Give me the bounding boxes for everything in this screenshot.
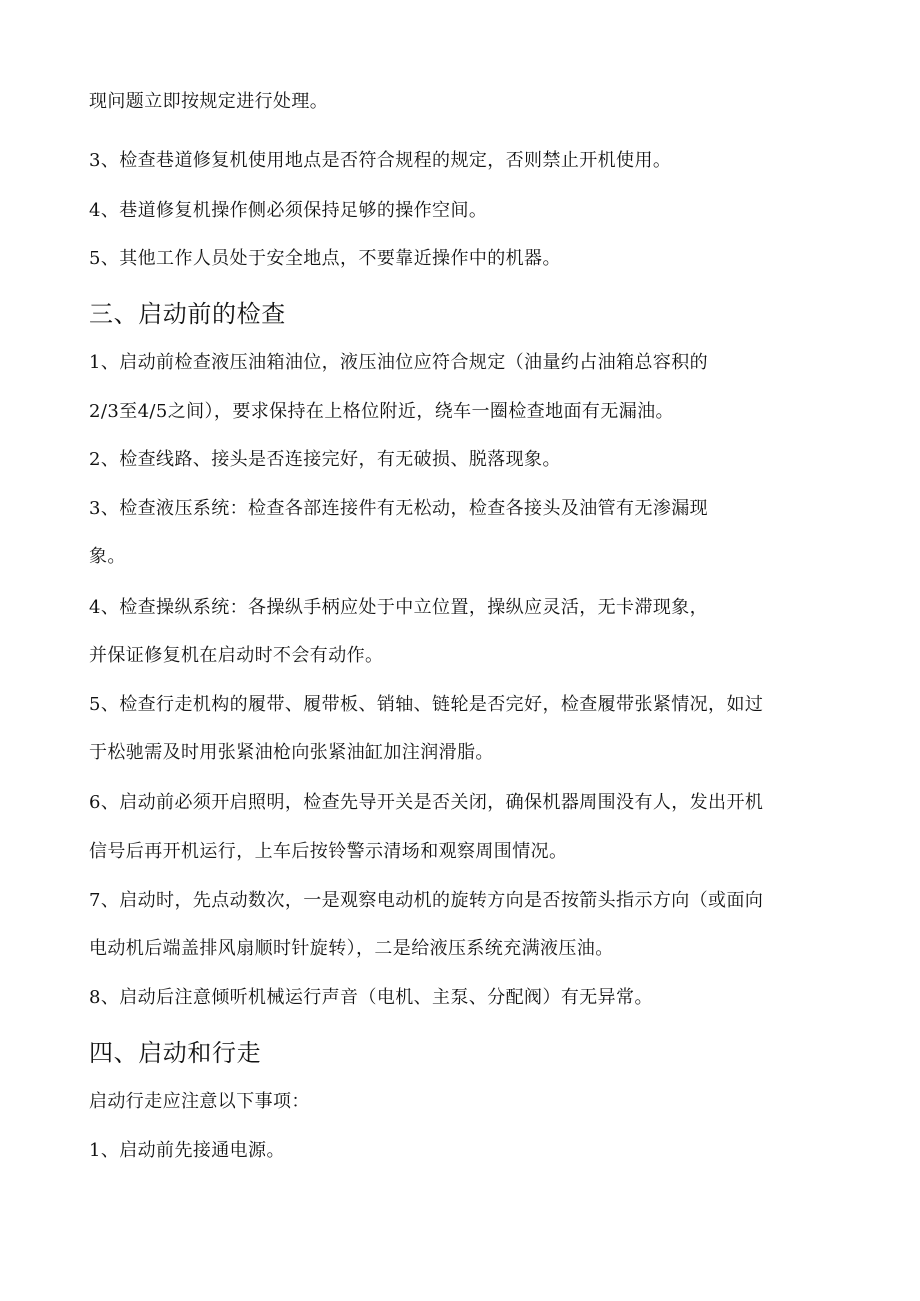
section-heading: 三、启动前的检查	[89, 300, 286, 328]
paragraph-line: 现问题立即按规定进行处理。	[89, 91, 329, 112]
paragraph-line: 象。	[89, 546, 126, 567]
paragraph-line: 2/3至4/5之间），要求保持在上格位附近，绕车一圈检查地面有无漏油。	[89, 401, 674, 422]
paragraph-line: 3、检查巷道修复机使用地点是否符合规程的规定，否则禁止开机使用。	[89, 150, 672, 171]
paragraph-line: 3、检查液压系统：检查各部连接件有无松动，检查各接头及油管有无渗漏现	[89, 498, 709, 519]
paragraph-line: 并保证修复机在启动时不会有动作。	[89, 645, 384, 666]
paragraph-line: 6、启动前必须开启照明，检查先导开关是否关闭，确保机器周围没有人，发出开机	[89, 792, 764, 813]
paragraph-line: 启动行走应注意以下事项：	[89, 1091, 310, 1112]
paragraph-line: 8、启动后注意倾听机械运行声音（电机、主泵、分配阀）有无异常。	[89, 987, 653, 1008]
paragraph-line: 2、检查线路、接头是否连接完好，有无破损、脱落现象。	[89, 449, 561, 470]
paragraph-line: 5、检查行走机构的履带、履带板、销轴、链轮是否完好，检查履带张紧情况，如过	[89, 694, 764, 715]
paragraph-line: 1、启动前先接通电源。	[89, 1140, 285, 1161]
paragraph-line: 4、检查操纵系统：各操纵手柄应处于中立位置，操纵应灵活，无卡滞现象，	[89, 597, 709, 618]
paragraph-line: 电动机后端盖排风扇顺时针旋转），二是给液压系统充满液压油。	[89, 938, 614, 959]
paragraph-line: 1、启动前检查液压油箱油位，液压油位应符合规定（油量约占油箱总容积的	[89, 352, 709, 373]
paragraph-line: 信号后再开机运行，上车后按铃警示清场和观察周围情况。	[89, 841, 568, 862]
section-heading: 四、启动和行走	[89, 1039, 262, 1067]
paragraph-line: 5、其他工作人员处于安全地点，不要靠近操作中的机器。	[89, 248, 561, 269]
paragraph-line: 7、启动时，先点动数次，一是观察电动机的旋转方向是否按箭头指示方向（或面向	[89, 890, 764, 911]
paragraph-line: 4、巷道修复机操作侧必须保持足够的操作空间。	[89, 200, 488, 221]
paragraph-line: 于松驰需及时用张紧油枪向张紧油缸加注润滑脂。	[89, 742, 494, 763]
